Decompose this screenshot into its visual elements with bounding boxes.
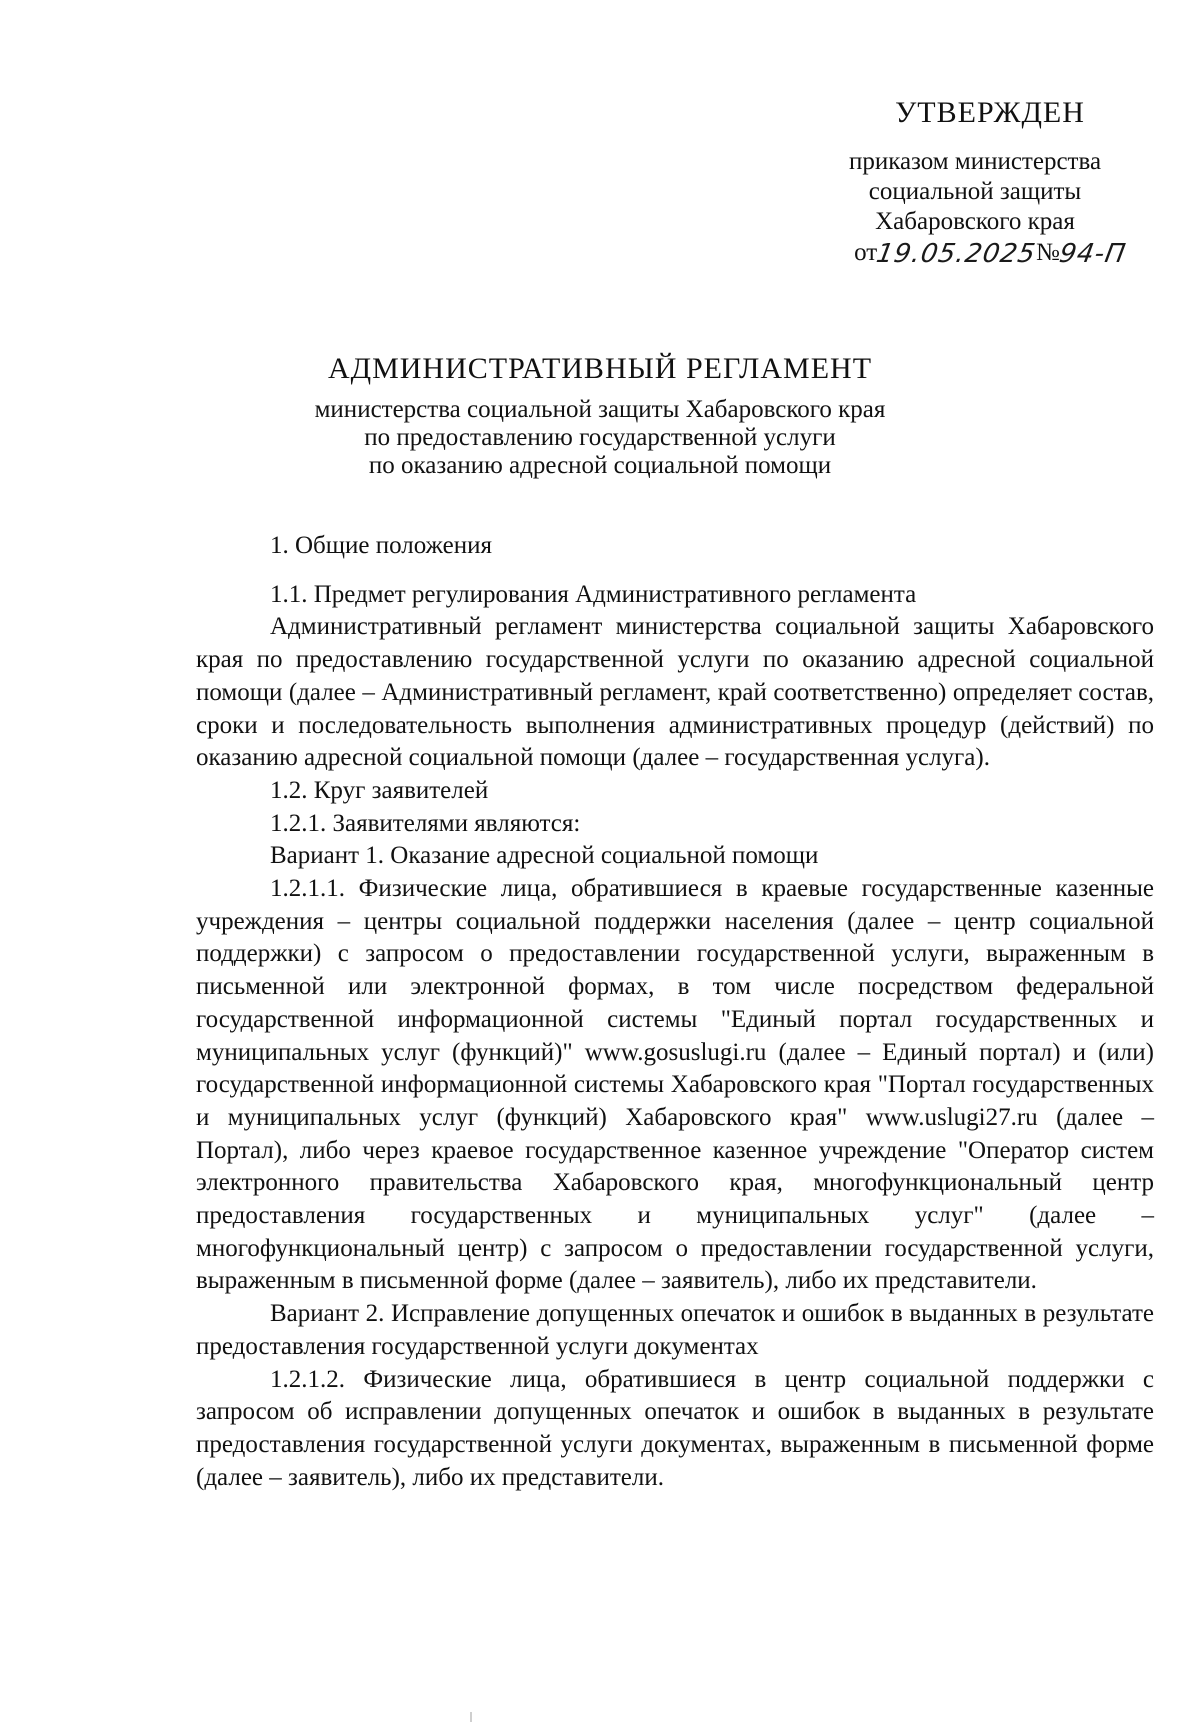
approval-date-line: [820, 237, 1160, 268]
approval-line-1: приказом министерства: [848, 148, 1102, 175]
approval-number-sign: №: [1036, 239, 1060, 266]
document-title: АДМИНИСТРАТИВНЫЙ РЕГЛАМЕНТ: [327, 352, 873, 385]
subsection-heading-1-2-1: 1.2.1. Заявителями являются:: [270, 809, 581, 837]
section-heading-general: 1. Общие положения: [270, 532, 492, 559]
paragraph-1-2-1-1: 1.2.1.1. Физические лица, обратившиеся в краевые государственные казенные учреждения – центры социальной поддержки населения (далее – центр социальной поддержки) с запросом о предоставлении государственной услуги, выраженным в письменной или электронной формах, в том числе посредством федеральной государственной информационной системы "Единый портал государственных и муниципальных услуг (функций)" www.gosuslugi.ru (далее – Единый портал) и (или) государственной информационной системы Хабаровского края "Портал государственных и муниципальных услуг (функций) Хабаровского края" www.uslugi27.ru (далее – Портал), либо через краевое государственное казенное учреждение "Оператор систем электронного правительства Хабаровского края, многофункциональный центр предоставления государственных и муниципальных услуг" (далее – многофункциональный центр) с запросом о предоставлении государственной услуги, выраженным в письменной форме (далее – заявитель), либо их представители.: [196, 875, 1154, 1295]
subsection-heading-1-2: 1.2. Круг заявителей: [270, 776, 489, 804]
paragraph-1-2-1-2: 1.2.1.2. Физические лица, обратившиеся в центр социальной поддержки с запросом об исправлении допущенных опечаток и ошибок в выданных в результате предоставления государственной услуги документах, выраженным в письменной форме (далее – заявитель), либо их представители.: [196, 1365, 1154, 1491]
variant-1-heading: Вариант 1. Оказание адресной социальной помощи: [270, 842, 819, 870]
scan-artifact: [470, 1712, 472, 1722]
approval-line-2: социальной защиты: [868, 178, 1082, 205]
document-subtitle-3: по оказанию адресной социальной помощи: [368, 452, 832, 479]
approval-line-3: Хабаровского края: [875, 208, 1075, 235]
document-subtitle-1: министерства социальной защиты Хабаровского края: [314, 396, 886, 423]
document-subtitle-2: по предоставлению государственной услуги: [364, 424, 836, 451]
handwritten-date: 19.05.2025: [874, 239, 1039, 269]
paragraph-1-1: Административный регламент министерства социальной защиты Хабаровского края по предоставлению государственной услуги по оказанию адресной социальной помощи (далее – Административный регламент, край соответственно) определяет состав, сроки и последовательность выполнения административных процедур (действий) по оказанию адресной социальной помощи (далее – государственная услуга).: [196, 613, 1154, 772]
subsection-heading-1-1: 1.1. Предмет регулирования Административного регламента: [270, 580, 917, 608]
approval-heading: УТВЕРЖДЕН: [895, 96, 1085, 129]
document-title-block: [0, 350, 1200, 480]
approval-stamp: [760, 96, 1160, 268]
handwritten-number: 94-П: [1056, 239, 1129, 269]
variant-2-heading: Вариант 2. Исправление допущенных опечаток и ошибок в выданных в результате предоставления государственной услуги документах: [196, 1300, 1154, 1360]
approval-from-prefix: от: [854, 239, 878, 266]
document-body: [196, 530, 1154, 1494]
